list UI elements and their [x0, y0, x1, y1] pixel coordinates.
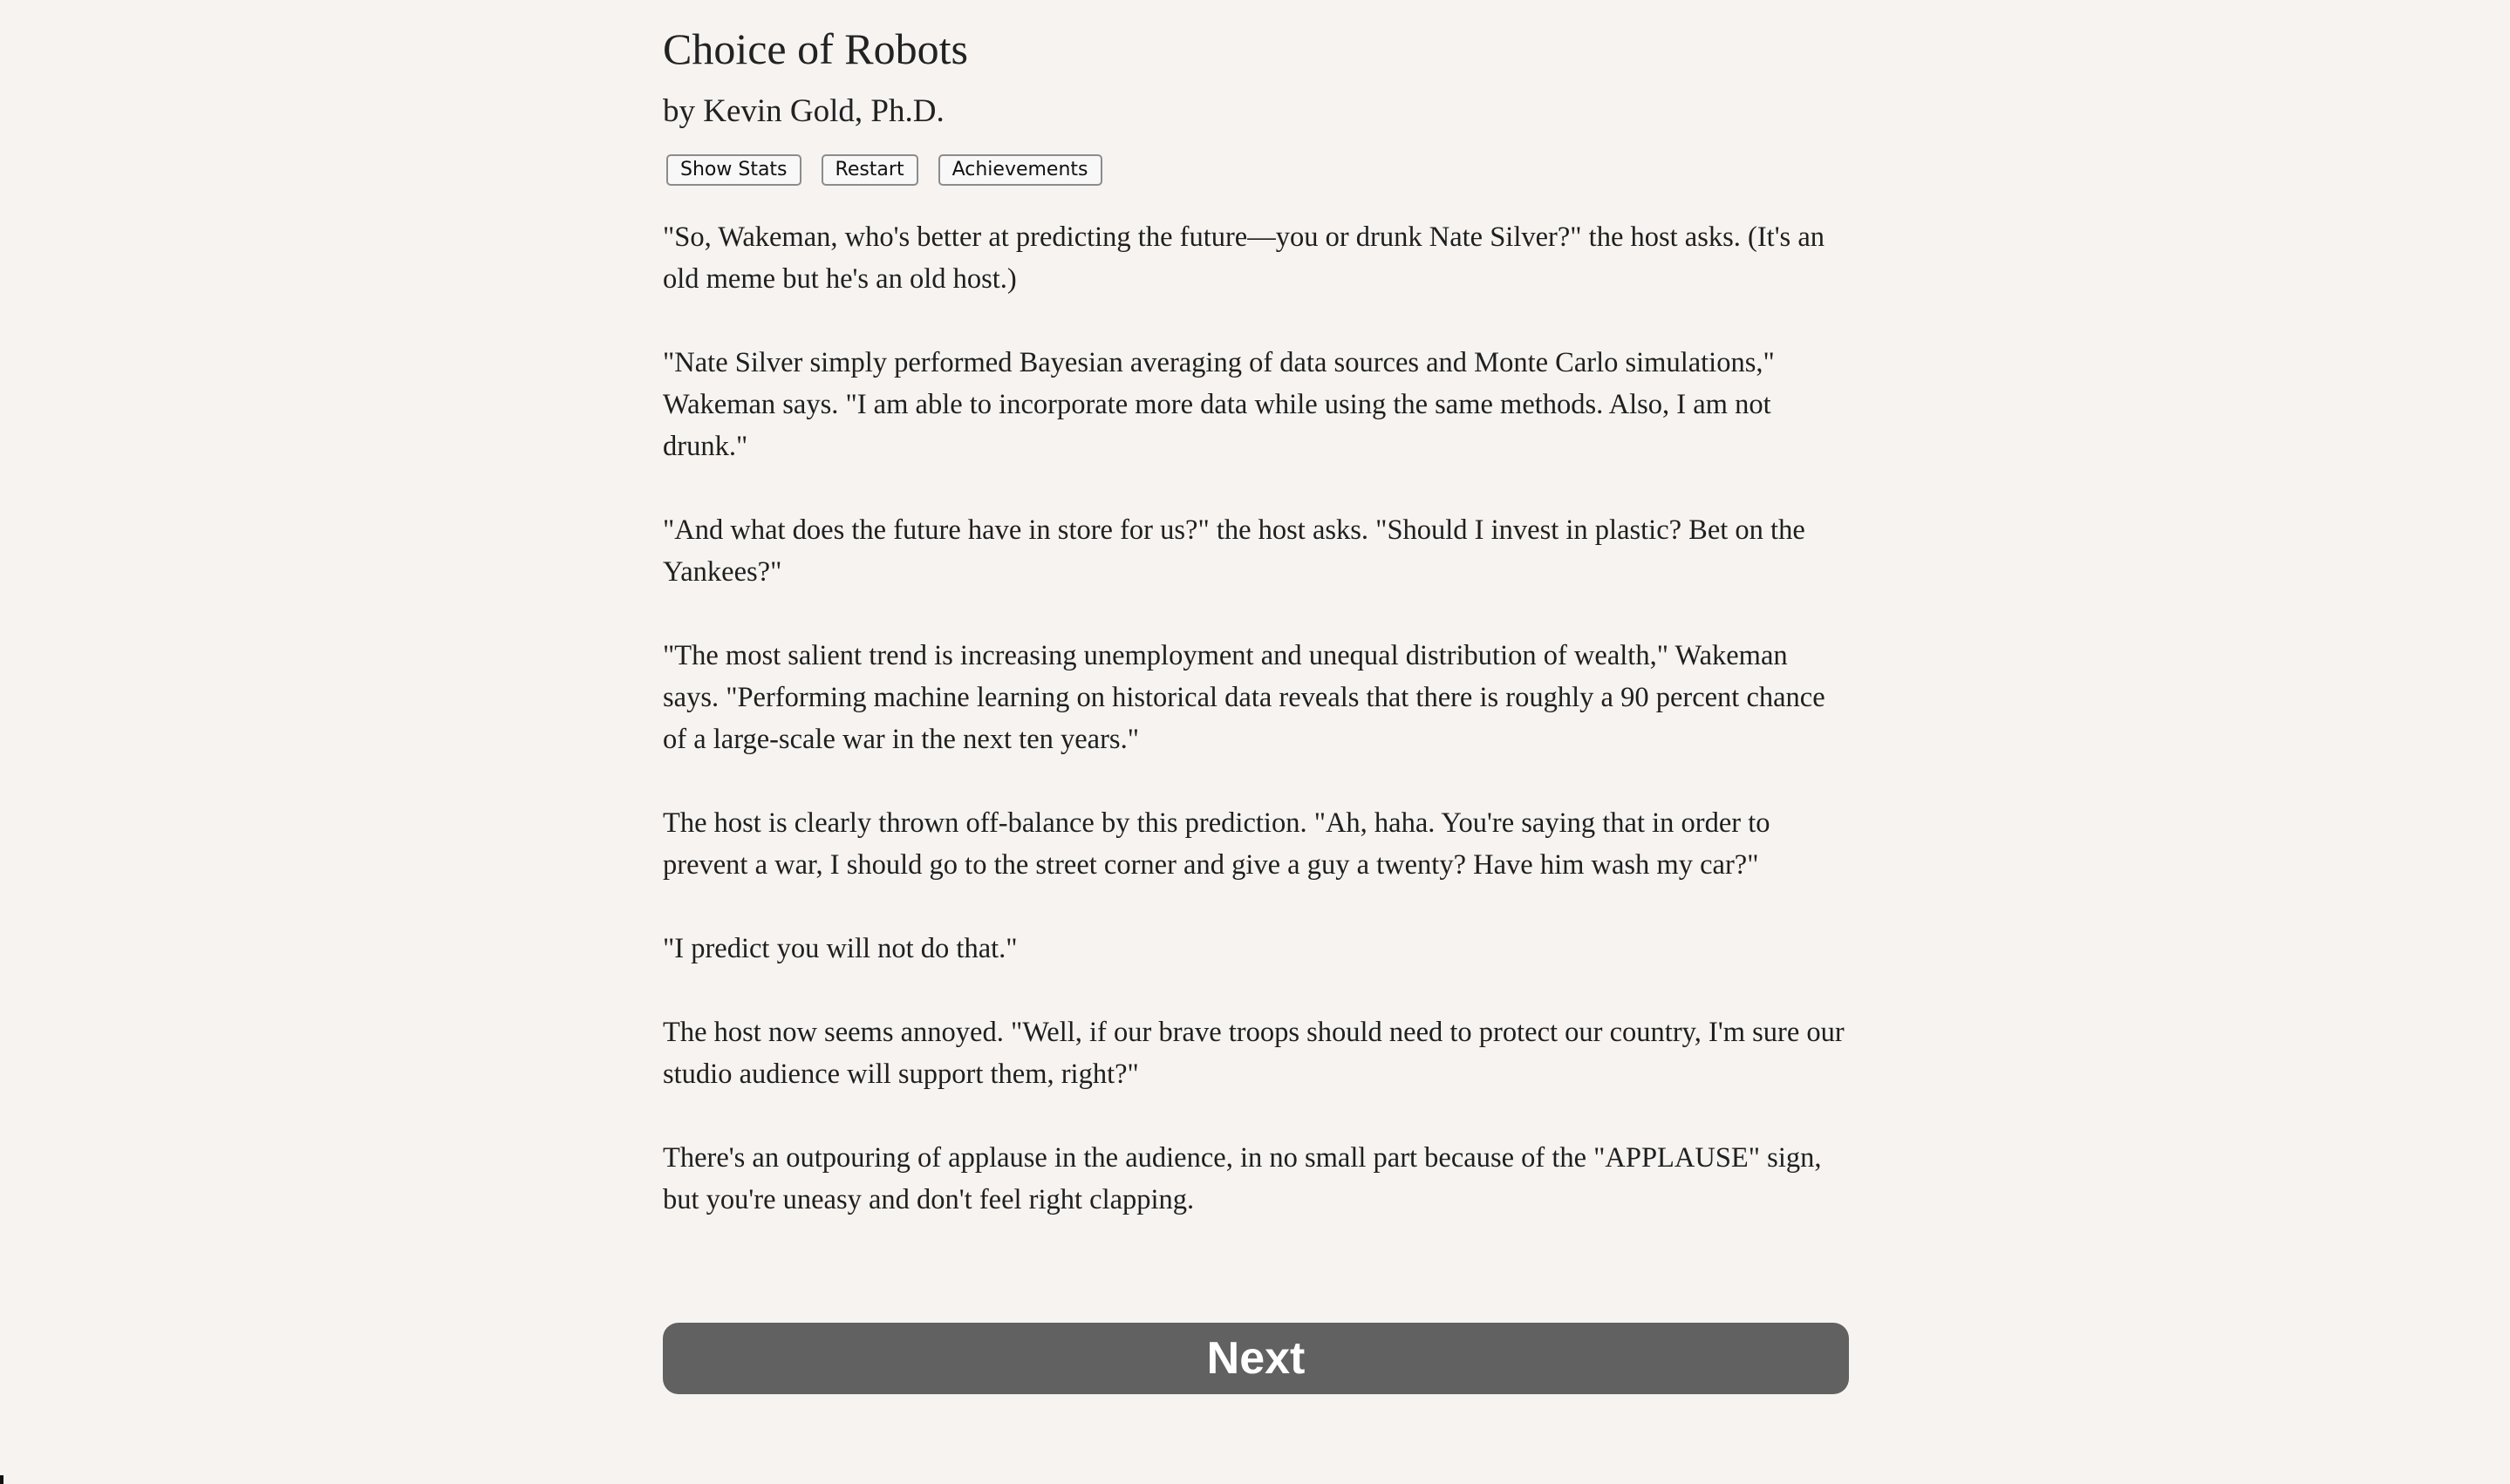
story-paragraph: "So, Wakeman, who's better at predicting the future—you or drunk Nate Silver?" the host asks. (It's an old meme but he's an old host.): [663, 221, 1825, 295]
story-paragraph: "Nate Silver simply performed Bayesian averaging of data sources and Monte Carlo simulations," Wakeman says. "I am able to incorporate more data while using the same methods. Also, I am not drunk.": [663, 347, 1775, 462]
game-title: Choice of Robots: [663, 24, 968, 73]
next-button[interactable]: Next: [663, 1323, 1849, 1394]
achievements-button[interactable]: Achievements: [938, 154, 1102, 186]
story-paragraph: The host is clearly thrown off-balance by this prediction. "Ah, haha. You're saying that in order to prevent a war, I should go to the street corner and give a guy a twenty? Have him wash my car?": [663, 807, 1770, 881]
story-paragraph: "And what does the future have in store for us?" the host asks. "Should I invest in plastic? Bet on the Yankees?": [663, 514, 1805, 588]
story-text: [663, 216, 1849, 1221]
story-paragraph: "The most salient trend is increasing unemployment and unequal distribution of wealth," Wakeman says. "Performing machine learning on historical data reveals that there is roughly a 90 percent chance of a large-scale war in the next ten years.": [663, 640, 1825, 755]
game-author: by Kevin Gold, Ph.D.: [663, 93, 945, 129]
story-paragraph: There's an outpouring of applause in the audience, in no small part because of the "APPLAUSE" sign, but you're uneasy and don't feel right clapping.: [663, 1142, 1822, 1215]
restart-button[interactable]: Restart: [822, 154, 918, 186]
game-container: [663, 0, 1849, 1384]
show-stats-button[interactable]: Show Stats: [666, 154, 801, 186]
story-paragraph: The host now seems annoyed. "Well, if our brave troops should need to protect our country, I'm sure our studio audience will support them, right?": [663, 1017, 1845, 1090]
cursor-corner-mark: [0, 1475, 3, 1484]
toolbar: [663, 153, 1849, 187]
story-paragraph: "I predict you will not do that.": [663, 933, 1018, 964]
